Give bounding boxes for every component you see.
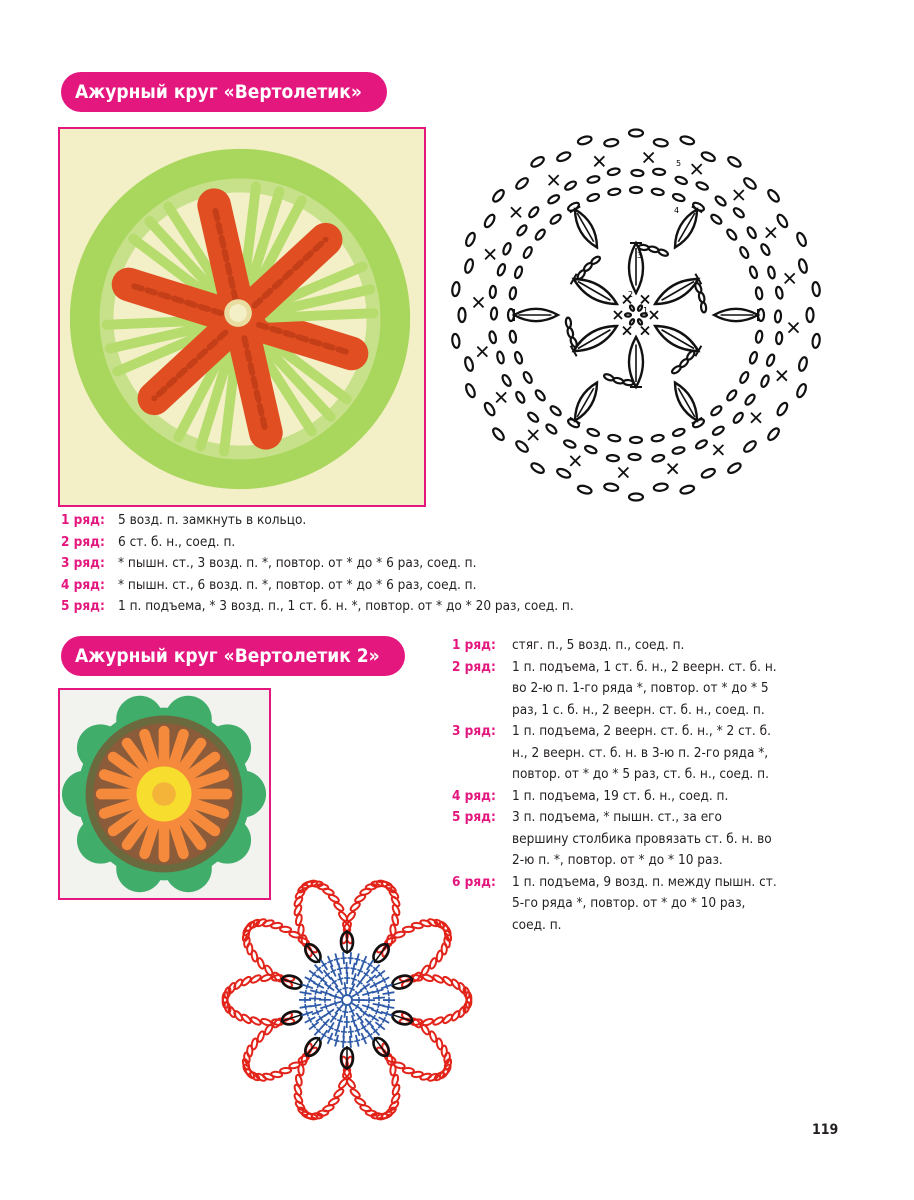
instruction-row: 2 ряд: 1 п. подъема, 1 ст. б. н., 2 веерн. ст. б. н. во 2-ю п. 1-го ряда *, повтор. от * до * 5 раз, 1 с. б. н., 2 веерн. ст. б. н., соед. п. (452, 658, 777, 718)
instruction-row: 5 ряд: 1 п. подъема, * 3 возд. п., 1 ст. б. н. *, повтор. от * до * 20 раз, соед. п. (61, 598, 574, 614)
diagram-label-1: 1 (643, 306, 649, 315)
crochet-motif-photo-orange-green (60, 690, 269, 898)
instruction-row: 1 ряд: стяг. п., 5 возд. п., соед. п. (452, 637, 685, 653)
instruction-row: 3 ряд: 1 п. подъема, 2 веерн. ст. б. н., * 2 ст. б. н., 2 веерн. ст. б. н. в 3-ю п. 2-го ряда *, повтор. от * до * 5 раз, ст. б. н., соед. п. (452, 723, 771, 782)
section1-title: Ажурный круг «Вертолетик» (61, 72, 387, 112)
section2-photo (58, 688, 271, 900)
crochet-motif-photo-green-red (60, 129, 424, 505)
instruction-row: 5 ряд: 3 п. подъема, * пышн. ст., за его вершину столбика провязать ст. б. н. во 2-ю п. *, повтор. от * до * 10 раз. (452, 809, 772, 868)
section1-instructions (61, 510, 574, 618)
section1-photo (58, 127, 426, 507)
section2-instructions (452, 635, 782, 936)
instruction-row: 4 ряд: 1 п. подъема, 19 ст. б. н., соед. п. (452, 787, 729, 804)
diagram-label-3: 3 (637, 251, 643, 260)
instruction-row: 4 ряд: * пышн. ст., 6 возд. п. *, повтор. от * до * 6 раз, соед. п. (61, 576, 477, 593)
diagram-label-5: 5 (676, 159, 682, 168)
instruction-row: 3 ряд: * пышн. ст., 3 возд. п. *, повтор. от * до * 6 раз, соед. п. (61, 555, 477, 571)
section2-title: Ажурный круг «Вертолетик 2» (61, 636, 405, 676)
diagram-label-2: 2 (628, 290, 634, 299)
page-number: 119 (812, 1122, 839, 1138)
diagram-label-4: 4 (674, 206, 680, 215)
instruction-row: 2 ряд: 6 ст. б. н., соед. п. (61, 533, 236, 550)
instruction-row: 1 ряд: 5 возд. п. замкнуть в кольцо. (61, 512, 307, 528)
instruction-row: 6 ряд: 1 п. подъема, 9 возд. п. между пышн. ст. 5-го ряда *, повтор. от * до * 10 раз, соед. п. (452, 873, 777, 933)
section1-crochet-diagram (440, 125, 830, 510)
section2-crochet-diagram (215, 878, 475, 1133)
